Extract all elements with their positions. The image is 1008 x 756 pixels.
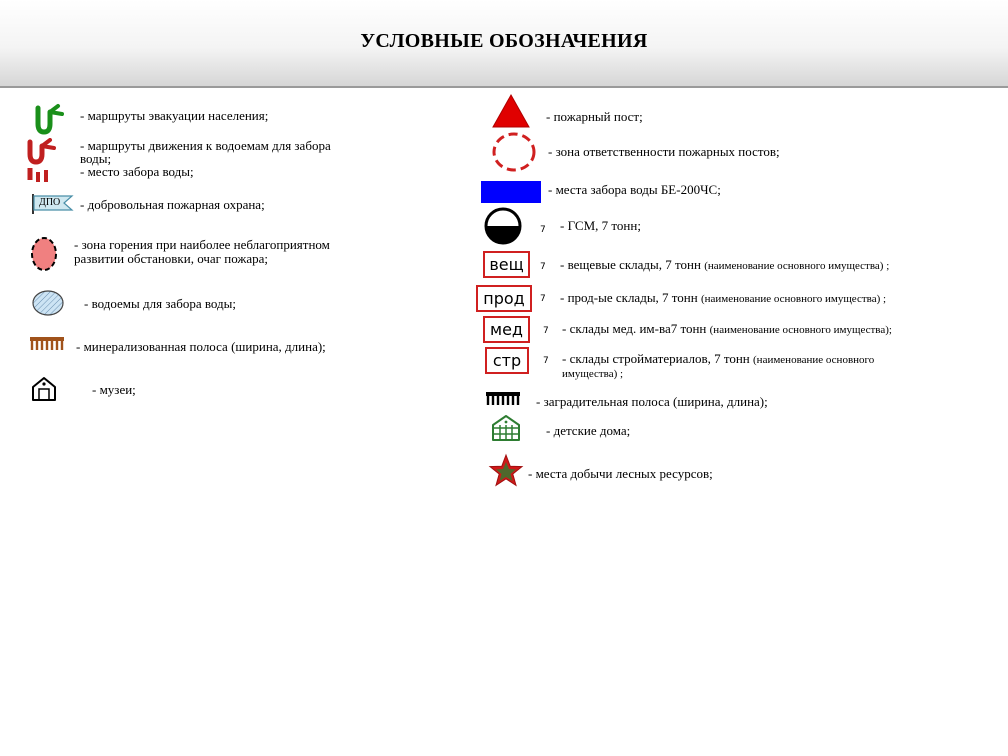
water-intake-label: - место забора воды; [80, 164, 194, 179]
medical-warehouse-label [562, 321, 892, 338]
be200-intake-label: - места забора воды БЕ-200ЧС; [548, 182, 721, 197]
clothing-warehouse-number: 7 [540, 262, 546, 272]
be200-intake-icon [480, 180, 542, 204]
medical-warehouse-icon: мед [483, 316, 530, 343]
clothing-warehouse-label [560, 257, 889, 274]
fire-zone-label-line1: - зона горения при наиболее неблагоприятном [74, 237, 330, 252]
header-bar [0, 0, 1008, 88]
fuel-storage-number: 7 [540, 225, 546, 235]
clothing-warehouse-note: (наименование основного имущества) ; [704, 260, 890, 272]
responsibility-zone-label: - зона ответственности пожарных постов; [548, 144, 780, 159]
clothing-warehouse-main: - вещевые склады, 7 тонн [560, 257, 701, 272]
museum-icon [30, 375, 58, 403]
food-warehouse-icon: прод [476, 285, 532, 312]
fire-zone-label-line2: развитии обстановки, очаг пожара; [74, 251, 269, 266]
water-body-icon [30, 289, 66, 317]
water-body-label: - водоемы для забора воды; [84, 296, 237, 311]
children-home-icon [490, 413, 522, 443]
food-warehouse-main: - прод-ые склады, 7 тонн [560, 290, 698, 305]
forest-resources-label: - места добычи лесных ресурсов; [528, 466, 713, 481]
museum-label: - музеи; [92, 382, 136, 397]
food-warehouse-number: 7 [540, 294, 546, 304]
water-route-label-line1: - маршруты движения к водоемам для забора [80, 138, 331, 153]
medical-warehouse-note: (наименование основного имущества); [709, 324, 892, 336]
barrier-strip-icon [484, 390, 524, 408]
food-warehouse-label [560, 290, 886, 307]
page-title: УСЛОВНЫЕ ОБОЗНАЧЕНИЯ [360, 30, 648, 52]
dpo-label: - добровольная пожарная охрана; [80, 197, 265, 212]
evacuation-route-icon [24, 102, 72, 136]
construction-warehouse-icon: стр [485, 347, 529, 374]
construction-warehouse-label [562, 351, 874, 368]
construction-warehouse-note-line1: (наименование основного [753, 354, 875, 366]
forest-resources-icon [488, 453, 524, 487]
dpo-flag-icon [30, 193, 74, 215]
clothing-warehouse-icon: вещ [483, 251, 530, 278]
barrier-strip-label: - заградительная полоса (ширина, длина); [536, 394, 768, 409]
construction-warehouse-number: 7 [543, 356, 549, 366]
fire-post-icon [490, 92, 532, 130]
fire-zone-icon [28, 234, 60, 274]
medical-warehouse-main: - склады мед. им-ва7 тонн [562, 321, 707, 336]
fire-post-label: - пожарный пост; [546, 109, 643, 124]
mineral-strip-icon [28, 335, 68, 353]
children-home-label: - детские дома; [546, 423, 631, 438]
construction-warehouse-note-line2: имущества) ; [562, 368, 624, 380]
responsibility-zone-icon [490, 130, 538, 174]
water-route-label-line2: воды; [80, 151, 112, 166]
fuel-storage-label: - ГСМ, 7 тонн; [560, 218, 641, 233]
construction-warehouse-main: - склады стройматериалов, 7 тонн [562, 351, 750, 366]
water-route-icon [22, 138, 72, 184]
dpo-flag-text: ДПО [39, 197, 61, 208]
medical-warehouse-number: 7 [543, 326, 549, 336]
mineral-strip-label: - минерализованная полоса (ширина, длина); [76, 339, 326, 354]
fuel-storage-icon [482, 206, 524, 246]
food-warehouse-note: (наименование основного имущества) ; [700, 293, 887, 305]
evacuation-route-label: - маршруты эвакуации населения; [80, 108, 269, 123]
